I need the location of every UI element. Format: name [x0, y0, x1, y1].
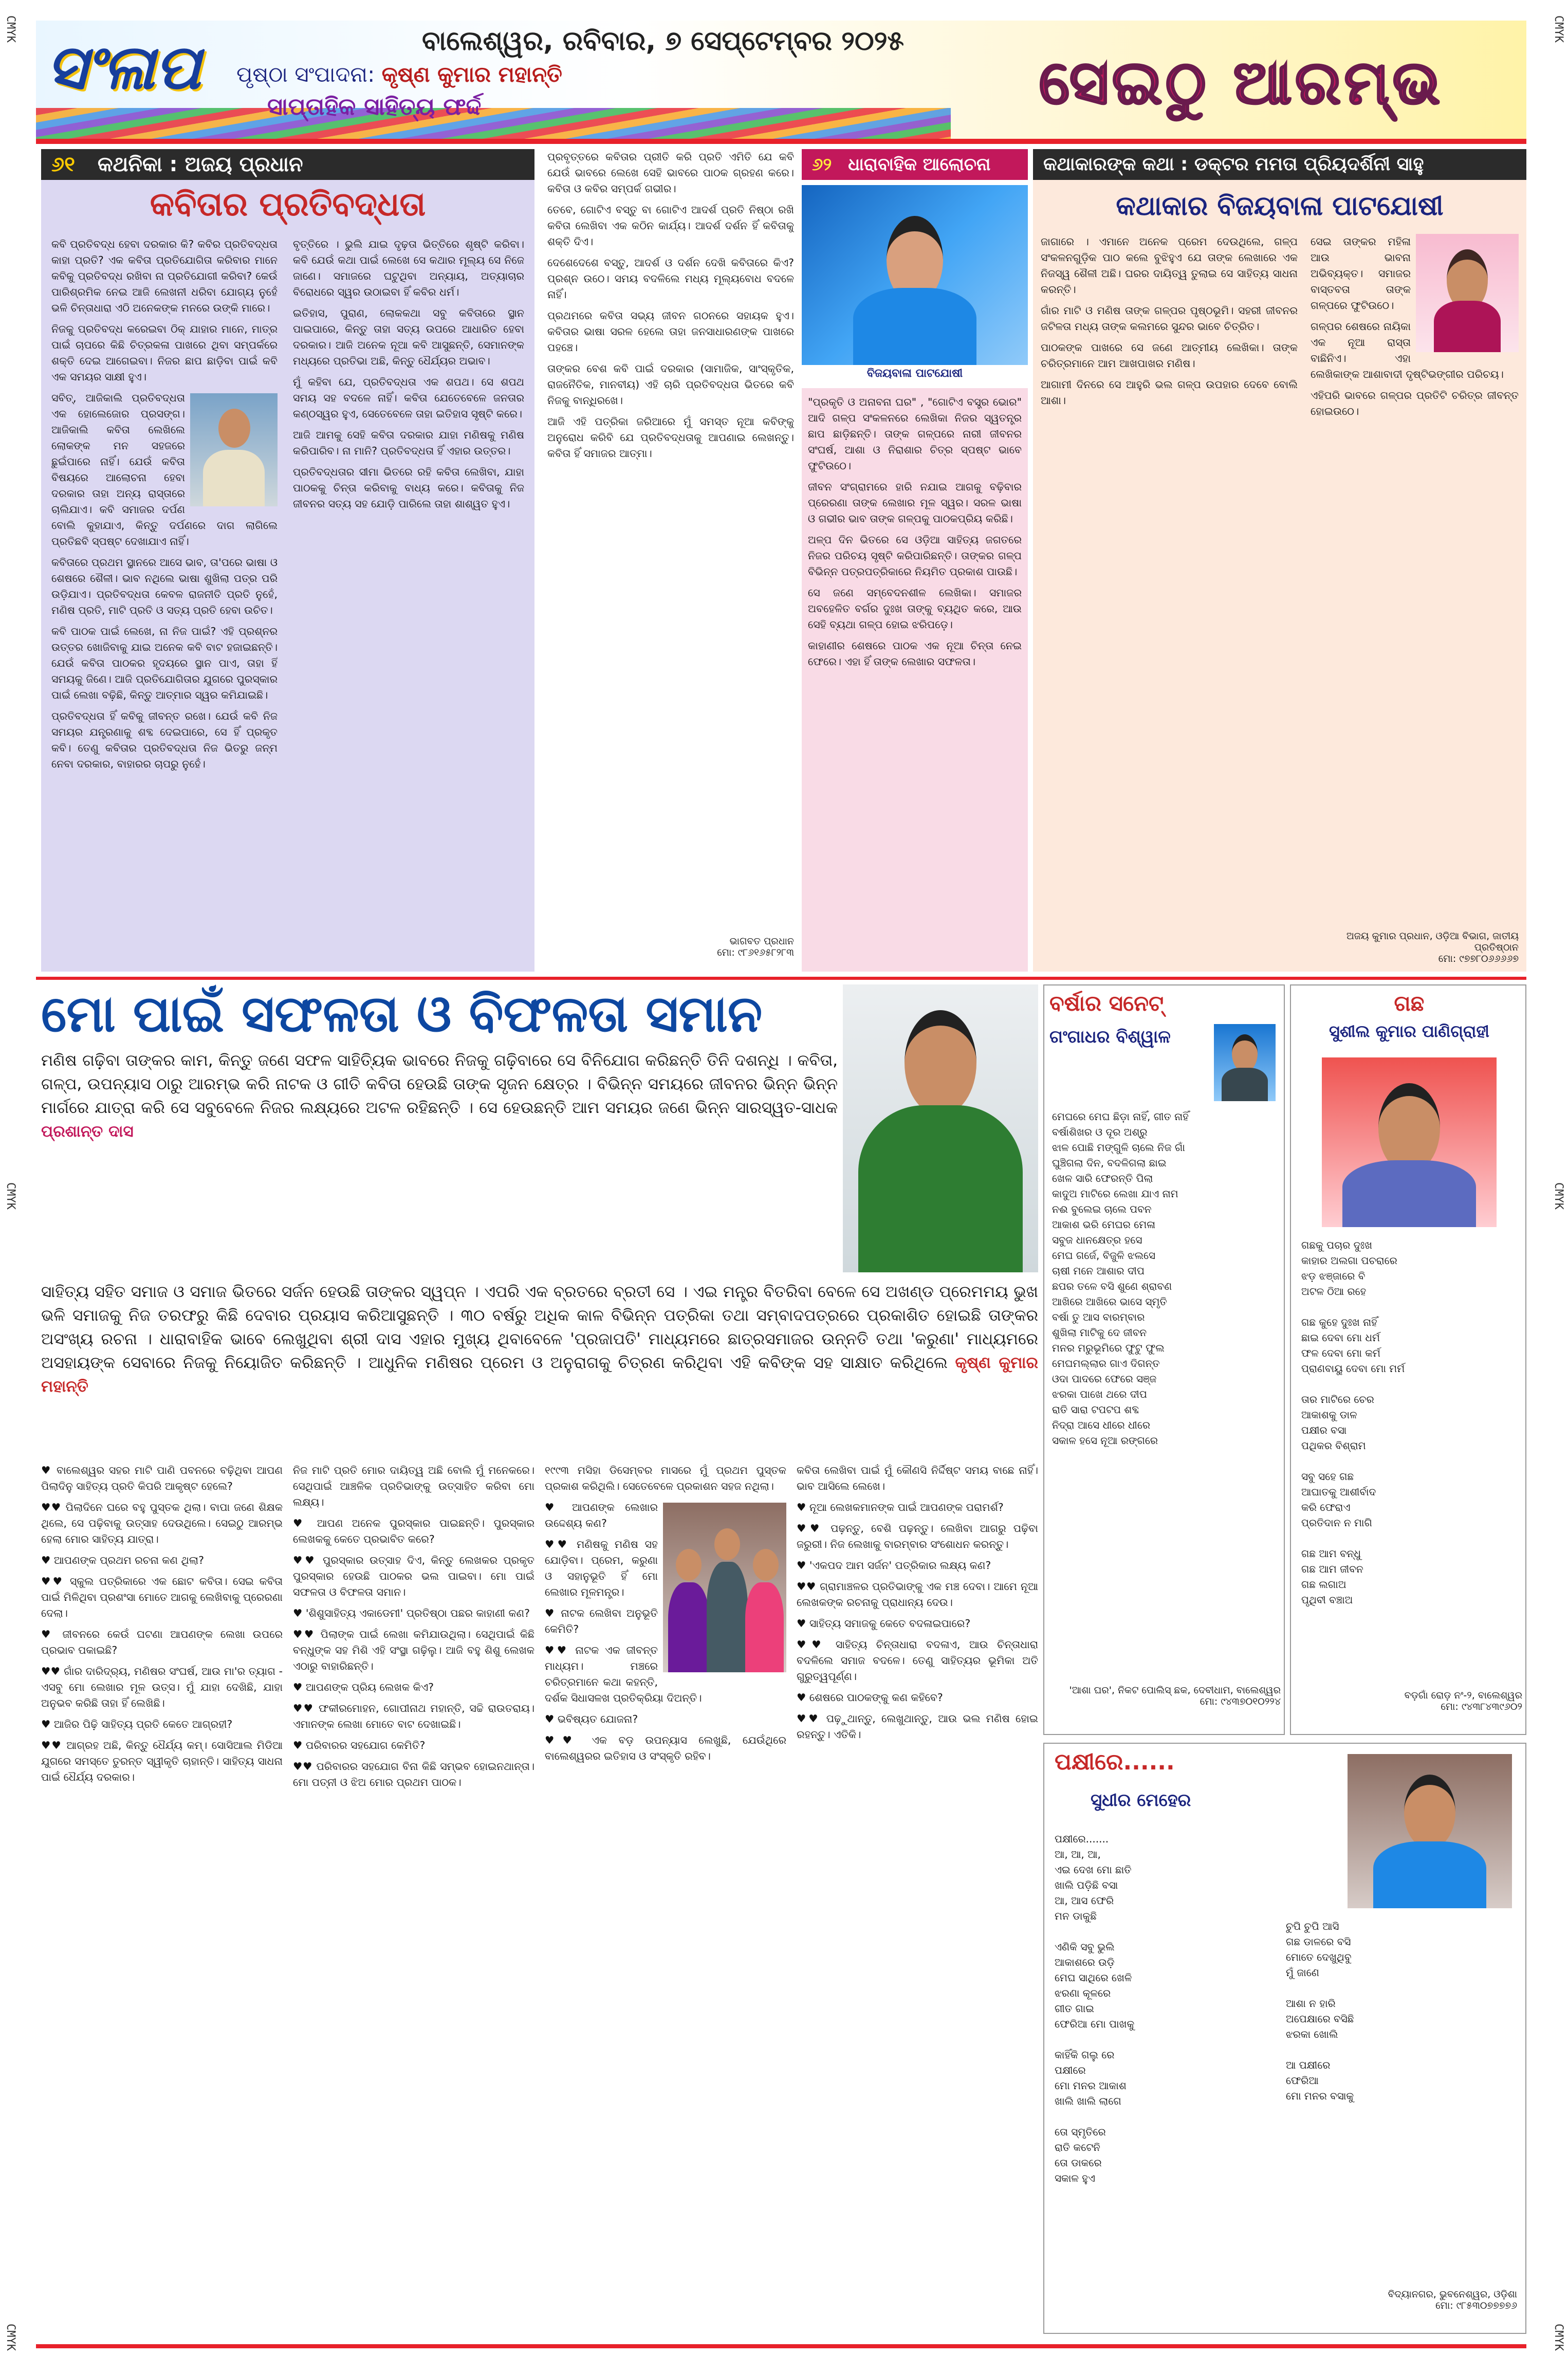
qa-item: ♥ ଆପଣ ଅନେକ ପୁରସ୍କାର ପାଇଛନ୍ତି। ପୁରସ୍କାର ଲେଖକକୁ କେତେ ପ୍ରଭାବିତ କରେ? — [293, 1517, 534, 1545]
dateline: ବାଲେଶ୍ୱର, ରବିବାର, ୭ ସେପ୍ଟେମ୍ବର ୨୦୨୫ — [422, 26, 904, 57]
story-paragraph: କବିତାରେ ପ୍ରଥମ ସ୍ଥାନରେ ଆସେ ଭାବ, ତା'ପରେ ଭାଷା ଓ ଶେଷରେ ଶୈଳୀ। ଭାବ ନଥିଲେ ଭାଷା ଶୁଖିଲା ପତ୍ର ପରି ଉଡ଼ିଯାଏ। ପ୍ରତିବଦ୍ଧତା କେବଳ ରାଜନୀତି ପ୍ରତି ନୁହେଁ, ମଣିଷ ପ୍ରତି, ମାଟି ପ୍ରତି ଓ ସତ୍ୟ ପ୍ରତି ହେବା ଉଚିତ। — [51, 556, 278, 616]
author-paragraph: ସେଇ ତାଙ୍କର ମହିଳା ଆଉ ଭାବନା ଅଭିବ୍ୟକ୍ତ। ସମାଜର ବାସ୍ତବତା ତାଙ୍କ ଗଳ୍ପରେ ଫୁଟିଉଠେ। — [1311, 235, 1411, 312]
qa-item: ♥ 'ଏକପଦ ଆମ ସର୍ଜନ' ପତ୍ରିକାର ଲକ୍ଷ୍ୟ କଣ? — [797, 1559, 991, 1572]
interviewee-photo — [843, 984, 1038, 1272]
story-column-3 — [547, 149, 794, 930]
author-paragraph: ପାଠକଙ୍କ ପାଖରେ ସେ ଜଣେ ଆତ୍ମୀୟ ଲେଖିକା। ତାଙ୍କ ଚରିତ୍ରମାନେ ଆମ ଆଖପାଖର ମଣିଷ। — [1041, 341, 1298, 370]
registration-mark: CMYK — [1552, 15, 1565, 43]
story-paragraph: ନିଜକୁ ପ୍ରତିବଦ୍ଧ କରେଇବା ଠିକ୍ ଯାହାର ମାନେ, ମାତ୍ର ପାଇଁ ଚାପରେ କିଛି ଚିତ୍ରକଳା ପାଖରେ ଥିବା ସମ୍ପର୍କରେ ଶକ୍ତି ଦେଇ ଆଗେଇବା। ନିଜର ଛାପ ଛାଡ଼ିବା ପାଇଁ କବି ଏକ ସମୟର ସାକ୍ଷୀ ହୁଏ। — [51, 323, 278, 383]
story-paragraph: ତାଙ୍କର ବେଶ କବି ପାଇଁ ଦରକାର (ସାମାଜିକ, ସାଂସ୍କୃତିକ, ରାଜନୈତିକ, ମାନବୀୟ) ଏହି ଚାରି ପ୍ରତିବଦ୍ଧତା ଭିତରେ କବି ନିଜକୁ ବାନ୍ଧିରଖେ। — [547, 362, 794, 407]
feature-headline: ମୋ ପାଇଁ ସଫଳତା ଓ ବିଫଳତା ସମାନ — [41, 984, 763, 1044]
qa-item: ♥♥ ପିଲାଦିନେ ଘରେ ବହୁ ପୁସ୍ତକ ଥିଲା। ବାପା ଜଣେ ଶିକ୍ଷକ ଥିଲେ, ସେ ପଢ଼ିବାକୁ ଉତ୍ସାହ ଦେଉଥିଲେ। ସେଇଠୁ ଆରମ୍ଭ ହେଲା ମୋର ସାହିତ୍ୟ ଯାତ୍ରା। — [41, 1501, 283, 1545]
story-paragraph: ପ୍ରତିବଦ୍ଧତାର ସୀମା ଭିତରେ ରହି କବିତା ଲେଖିବା, ଯାହା ପାଠକକୁ ଚିନ୍ତା କରିବାକୁ ବାଧ୍ୟ କରେ। କବିତାକୁ ନିଜ ଜୀବନର ସତ୍ୟ ସହ ଯୋଡ଼ି ପାରିଲେ ତାହା ଶାଶ୍ୱତ ହୁଏ। — [293, 466, 524, 510]
story-title: କବିତାର ପ୍ରତିବଦ୍ଧତା — [150, 185, 426, 224]
qa-item: ♥♥ ପୁରସ୍କାର ଉତ୍ସାହ ଦିଏ, କିନ୍ତୁ ଲେଖକର ପ୍ରକୃତ ପୁରସ୍କାର ହେଉଛି ପାଠକର ଭଲ ପାଇବା। ମୋ ପାଇଁ ସଫଳତା ଓ ବିଫଳତା ସମାନ। — [293, 1554, 534, 1598]
serial-paragraph: "ପ୍ରକୃତି ଓ ଅନାବନା ଘର" , "ଗୋଟିଏ ବସ୍ତ୍ର ଭୋର" ଆଦି ଗଳ୍ପ ସଂକଳନରେ ଲେଖିକା ନିଜର ସ୍ୱତନ୍ତ୍ର ଛାପ ଛାଡ଼ିଛନ୍ତି। ତାଙ୍କ ଗଳ୍ପରେ ନାରୀ ଜୀବନର ସଂଘର୍ଷ, ଆଶା ଓ ନିରାଶାର ଚିତ୍ର ସ୍ପଷ୍ଟ ଭାବେ ଫୁଟିଉଠେ। — [808, 396, 1022, 472]
qa-item: ♥ ଶେଷରେ ପାଠକଙ୍କୁ କଣ କହିବେ? — [797, 1691, 943, 1704]
qa-item: ♥ ଭବିଷ୍ୟତ ଯୋଜନା? — [545, 1713, 638, 1725]
author-photo — [190, 393, 278, 506]
bottom-rule — [36, 2344, 1526, 2348]
qa-item: ♥♥ ଆଗ୍ରହ ଅଛି, କିନ୍ତୁ ଧୈର୍ଯ୍ୟ କମ୍। ସୋସିଆଲ ମିଡିଆ ଯୁଗରେ ସମସ୍ତେ ତୁରନ୍ତ ସ୍ୱୀକୃତି ଚାହାନ୍ତି। ସାହିତ୍ୟ ସାଧନା ପାଇଁ ଧୈର୍ଯ୍ୟ ଦରକାର। — [41, 1739, 283, 1783]
newspaper-logo: ସଂଳାପ — [46, 31, 201, 103]
serial-paragraph: ସେ ଜଣେ ସମ୍ବେଦନଶୀଳ ଲେଖିକା। ସମାଜର ଅବହେଳିତ ବର୍ଗର ଦୁଃଖ ତାଙ୍କୁ ବ୍ୟଥିତ କରେ, ଆଉ ସେହି ବ୍ୟଥା ଗଳ୍ପ ହୋଇ ଝରିପଡ଼େ। — [808, 587, 1022, 631]
qa-item: ♥ ସାହିତ୍ୟ ସମାଜକୁ କେତେ ବଦଳାଇପାରେ? — [797, 1617, 971, 1630]
story-column-1 — [51, 236, 278, 966]
qa-item: ♥♥ ପଢ଼ନ୍ତୁ, ବେଶି ପଢ଼ନ୍ତୁ। ଲେଖିବା ଆଗରୁ ପଢ଼ିବା ଜରୁରୀ। ନିଜ ଲେଖାକୁ ବାରମ୍ବାର ସଂଶୋଧନ କରନ୍ତୁ। — [797, 1522, 1038, 1550]
qa-item: ♥♥ ପଢ଼ୁଥାନ୍ତୁ, ଲେଖୁଥାନ୍ତୁ, ଆଉ ଭଲ ମଣିଷ ହୋଇ ରହନ୍ତୁ। ଏତିକି। — [797, 1712, 1038, 1741]
qa-item: ♥ ବାଲେଶ୍ୱର ସହର ମାଟି ପାଣି ପବନରେ ବଢ଼ିଥିବା ଆପଣ ପିଲାଦିନୁ ସାହିତ୍ୟ ପ୍ରତି କିପରି ଆକୃଷ୍ଟ ହେଲେ? — [41, 1464, 283, 1492]
story-section — [41, 149, 802, 972]
author-paragraph: ଗାଁର ମାଟି ଓ ମଣିଷ ତାଙ୍କ ଗଳ୍ପର ପୃଷ୍ଠଭୂମି। ସହରୀ ଜୀବନର ଜଟିଳତା ମଧ୍ୟ ତାଙ୍କ କଲମରେ ସୁନ୍ଦର ଭାବେ ଚିତ୍ରିତ। — [1041, 304, 1298, 333]
sonnet-label: ବର୍ଷାର ସନେଟ୍ — [1044, 985, 1173, 1021]
tree-poem-poet: ସୁଶୀଲ କୁମାର ପାଣିଗ୍ରାହୀ — [1329, 1021, 1489, 1041]
qa-item: ♥ ଆପଣଙ୍କ ଲେଖାର ଉଦ୍ଦେଶ୍ୟ କଣ? — [545, 1501, 658, 1529]
qa-item: ♥♥ ଫକୀରମୋହନ, ଗୋପୀନାଥ ମହାନ୍ତି, ସଚ୍ଚି ରାଉତରାୟ। ଏମାନଙ୍କ ଲେଖା ମୋତେ ବାଟ ଦେଖାଇଛି। — [293, 1702, 534, 1730]
story-paragraph: ଆଜି ଆମକୁ ସେହି କବିତା ଦରକାର ଯାହା ମଣିଷକୁ ମଣିଷ କରିପାରିବ। ନା ମାନି? ପ୍ରତିବଦ୍ଧତା ହିଁ ଏହାର ଉତ୍ତର। — [293, 429, 524, 457]
qa-item: ♥♥ ପରିବାରର ସହଯୋଗ ବିନା କିଛି ସମ୍ଭବ ହୋଇନଥାନ୍ତା। ମୋ ପତ୍ନୀ ଓ ଝିଅ ମୋର ପ୍ରଥମ ପାଠକ। — [293, 1760, 534, 1788]
signature-name: ବଡ଼ଗାଁ ରୋଡ଼ ନଂ-୨, ବାଲେଶ୍ୱର — [1404, 1690, 1522, 1701]
feature-section — [41, 984, 1038, 2331]
serial-paragraph: କାହାଣୀର ଶେଷରେ ପାଠକ ଏକ ନୂଆ ଚିନ୍ତା ନେଇ ଫେରେ। ଏହା ହିଁ ତାଙ୍କ ଲେଖାର ସଫଳତା। — [808, 640, 1022, 668]
story-paragraph: କବି ପ୍ରତିବଦ୍ଧ ହେବା ଦରକାର କି? କବିର ପ୍ରତିବଦ୍ଧତା କାହା ପ୍ରତି? ଏକ କବିତା ପ୍ରତିଯୋଗିତା କରିବାର ମାନେ କବିକୁ ପ୍ରତିବଦ୍ଧ ରଖିବା ନା ପ୍ରତିଯୋଗୀ କରିବା? କେଉଁ ପାରିଶ୍ରମିକ ନେଇ ଆଜି ଲେଖନୀ ଧରିବା ଯୋଗ୍ୟ ନୁହେଁ ଭଳି ଚିନ୍ତାଧାରା ଏଠି ଅନେକଙ୍କ ମନରେ ଉଙ୍କି ମାରେ। — [51, 238, 278, 314]
interviewer-name: କୃଷ୍ଣ କୁମାର ମହାନ୍ତି — [41, 1354, 1038, 1396]
signature-name: ବିଦ୍ୟାନଗର, ଭୁବନେଶ୍ୱର, ଓଡ଼ିଶା — [1388, 2289, 1517, 2300]
page-title: ସେଇଠୁ ଆରମ୍ଭ — [1039, 46, 1444, 118]
serial-body — [802, 388, 1028, 972]
signature-contact: ମୋ: ୯୮୬୧୬୫୮୨୮୩ — [717, 947, 794, 958]
sonnet-signature — [1049, 1685, 1281, 1731]
tree-poem-signature — [1296, 1690, 1522, 1731]
bird-poem-text-right: ଚୁପି ଚୁପି ଆସି ଗଛ ଡାଳରେ ବସି ମୋତେ ଦେଖୁଥିବୁ ମୁଁ ଜାଣେ ଆଶା ନ ହାରି ଅପେକ୍ଷାରେ ବସିଛି ଝରକା ଖୋଲି ଆ ପକ୍ଷୀରେ ଫେରିଆ ମୋ ମନର ବସାକୁ — [1286, 1920, 1354, 2102]
qa-item: ♥ ଆପଣଙ୍କ ପ୍ରିୟ ଲେଖକ କିଏ? — [293, 1681, 434, 1693]
story-signature — [547, 936, 794, 966]
supplement-subtitle: ସାପ୍ତାହିକ ସାହିତ୍ୟ ଫର୍ଦ୍ଦ — [267, 93, 482, 120]
author-paragraph: ଜାଗାରେ । ଏମାନେ ଅନେକ ପ୍ରେମ ଦେଉଥିଲେ, ଗଳ୍ପ ସଂକଳନଗୁଡ଼ିକ ପାଠ କଲେ ବୁଝିହୁଏ ଯେ ତାଙ୍କ ଲେଖାରେ ଏକ ନିଜସ୍ୱ ଶୈଳୀ ଅଛି। ଘରର ଦାୟିତ୍ୱ ତୁଲାଇ ସେ ସାହିତ୍ୟ ସାଧନା କରନ୍ତି। — [1041, 235, 1298, 296]
author-column-title: କଥାକାର ବିଜୟବାଳା ପାଟଯୋଷୀ — [1116, 190, 1444, 222]
registration-mark: CMYK — [4, 2324, 17, 2351]
qa-item: ♥♥ ଗ୍ରାମାଞ୍ଚଳର ପ୍ରତିଭାଙ୍କୁ ଏକ ମଞ୍ଚ ଦେବା। ଆମେ ନୂଆ ଲେଖକଙ୍କ ରଚନାକୁ ପ୍ରାଧାନ୍ୟ ଦେଉ। — [797, 1580, 1038, 1609]
bird-poem-poet-photo — [1348, 1754, 1512, 1908]
writer-photo-caption: ବିଜୟବାଳା ପାଟଯୋଷୀ — [866, 367, 963, 380]
qa-item: ♥ ନାଟକ ଲେଖିବା ଅନୁଭୂତି କେମିତି? — [545, 1607, 658, 1635]
qa-item: ♥♥ ନାଟକ ଏକ ଜୀବନ୍ତ ମାଧ୍ୟମ। ମଞ୍ଚରେ ଚରିତ୍ରମାନେ କଥା କହନ୍ତି, ଦର୍ଶକ ସିଧାସଳଖ ପ୍ରତିକ୍ରିୟା ଦିଅନ୍ତି। — [545, 1644, 702, 1704]
author-column-right — [1311, 234, 1519, 923]
qa-item: ♥ ନୂଆ ଲେଖକମାନଙ୍କ ପାଇଁ ଆପଣଙ୍କ ପରାମର୍ଶ? — [797, 1501, 1004, 1513]
registration-mark: CMYK — [1552, 2324, 1565, 2351]
story-column-2 — [293, 236, 524, 966]
signature-name: ଅଜୟ କୁମାର ପ୍ରଧାନ, ଓଡ଼ିଆ ବିଭାଗ, ଜାତୀୟ ପ୍ରତିଷ୍ଠାନ — [1346, 930, 1519, 953]
intro-text: ମଣିଷ ଗଢ଼ିବା ତାଙ୍କର କାମ, କିନ୍ତୁ ଜଣେ ସଫଳ ସାହିତ୍ୟିକ ଭାବରେ ନିଜକୁ ଗଢ଼ିବାରେ ସେ ବିନିଯୋଗ କରିଛନ୍ତି ତିନି ଦଶନ୍ଧି । କବିତା, ଗଳ୍ପ, ଉପନ୍ୟାସ ଠାରୁ ଆରମ୍ଭ କରି ନାଟକ ଓ ଗୀତି କବିତା ହେଉଛି ତାଙ୍କ ସୃଜନ କ୍ଷେତ୍ର । ବିଭିନ୍ନ ସମୟରେ ଜୀବନର ଭିନ୍ନ ଭିନ୍ନ ମାର୍ଗରେ ଯାତ୍ରା କରି ସେ ସବୁବେଳେ ନିଜର ଲକ୍ଷ୍ୟରେ ଅଟଳ ରହିଛନ୍ତି । ସେ ହେଉଛନ୍ତି ଆମ ସମୟର ଜଣେ ଭିନ୍ନ ସାରସ୍ୱତ-ସାଧକ — [41, 1051, 838, 1117]
tree-poem-text: ଗଛକୁ ପଚାର ଦୁଃଖ କାହାର ଅଲଗା ପଚରାରେ ଝଡ଼ ଝଞ୍ଜାରେ ବି ଅଟଳ ଠିଆ ରହେ ଗଛ କୁହେ ଦୁଃଖ ନାହିଁ ଛାଇ ଦେବା ମୋ ଧର୍ମ ଫଳ ଦେବା ମୋ କର୍ମ ପ୍ରାଣବାୟୁ ଦେବା ମୋ ମର୍ମ ତାର ମାଟିରେ ଚେର ଆକାଶକୁ ଡାଳ ପକ୍ଷୀର ବସା ପଥିକର ବିଶ୍ରାମ ସବୁ ସହେ ଗଛ ଆଘାତକୁ ଆଶୀର୍ବାଦ କରି ଫେରାଏ ପ୍ରତିଦାନ ନ ମାଗି ଗଛ ଆମ ବନ୍ଧୁ ଗଛ ଆମ ଜୀବନ ଗଛ ଲଗାଅ ପୃଥିବୀ ବଞ୍ଚାଅ — [1301, 1239, 1405, 1606]
signature-contact: ମୋ: ୯୪୩୭୦୧୦୨୨୪ — [1200, 1696, 1281, 1707]
qa-item: ୧୯୯୩ ମସିହା ଡିସେମ୍ବର ମାସରେ ମୁଁ ପ୍ରଥମ ପୁସ୍ତକ ପ୍ରକାଶ କରିଥିଲି। ସେତେବେଳେ ପ୍ରକାଶନ ସହଜ ନଥିଲା। — [545, 1464, 786, 1492]
story-paragraph: ବୃତ୍ତିରେ । ଭୁଲି ଯାଇ ଦୃଢ଼ତା ଭିତ୍ତିରେ ଶୃଷ୍ଟି କରିବା। କବି ଯେଉଁ କଥା ପାଇଁ ଲେଖେ ସେ କଥାର ମୂଲ୍ୟ ସେ ନିଜେ ଜାଣେ। ସମାଜରେ ଘଟୁଥିବା ଅନ୍ୟାୟ, ଅତ୍ୟାଚାର ବିରୋଧରେ ସ୍ୱର ଉଠାଇବା ହିଁ କବିର ଧର୍ମ। — [293, 238, 524, 298]
serial-number: ୬୨ — [812, 154, 832, 175]
signature-name: 'ଆଶା ଘର', ନିକଟ ପୋଲିସ୍ ଛକ, ଦେବୀଧାମ, ବାଲେଶ୍ୱର — [1069, 1685, 1281, 1696]
page-editor — [236, 62, 699, 93]
author-column-left — [1041, 234, 1298, 964]
registration-mark: CMYK — [1552, 1182, 1565, 1210]
signature-name: ଭାଗବତ ପ୍ରଧାନ — [729, 936, 794, 947]
signature-contact: ମୋ: ୯୪୩୮୪୩୯୬୦୨ — [1441, 1701, 1522, 1712]
intro-text: ସାହିତ୍ୟ ସହିତ ସମାଜ ଓ ସମାଜ ଭିତରେ ସର୍ଜନ ହେଉଛି ତାଙ୍କର ସ୍ୱପ୍ନ । ଏପରି ଏକ ବ୍ରତରେ ବ୍ରତୀ ସେ । ଏଇ ମନ୍ତ୍ର ବିତରିବା ବେଳେ ସେ ଅଖଣ୍ଡ ପ୍ରେମମୟ ଭୁଖ ଭଳି ସମାଜକୁ ନିଜ ତରଫରୁ କିଛି ଦେବାର ପ୍ରୟାସ କରିଆସୁଛନ୍ତି । ୩୦ ବର୍ଷରୁ ଅଧିକ କାଳ ବିଭିନ୍ନ ପତ୍ରିକା ତଥା ସମ୍ବାଦପତ୍ରରେ ପ୍ରକାଶିତ ହୋଇଛି ତାଙ୍କର ଅସଂଖ୍ୟ ରଚନା । ଧାରାବାହିକ ଭାବେ ଲେଖୁଥିବା ଶ୍ରୀ ଦାସ ଏହାର ମୁଖ୍ୟ ଥିବାବେଳେ 'ପ୍ରଜାପତି' ମାଧ୍ୟମରେ ଛାତ୍ରସମାଜର ଉନ୍ନତି ତଥା 'କରୁଣା' ମାଧ୍ୟମରେ ଅସହାୟଙ୍କ ସେବାରେ ନିଜକୁ ନିୟୋଜିତ କରିଛନ୍ତି । ଆଧୁନିକ ମଣିଷର ପ୍ରେମ ଓ ଅନୁରାଗକୁ ଚିତ୍ରଣ କରିଥିବା ଏହି କବିଙ୍କ ସହ ସାକ୍ଷାତ କରିଥିଲେ — [41, 1283, 1038, 1372]
bird-poem-section — [1043, 1743, 1526, 2334]
family-photo — [663, 1503, 786, 1672]
serial-paragraph: ଜୀବନ ସଂଗ୍ରାମରେ ହାରି ନଯାଇ ଆଗକୁ ବଢ଼ିବାର ପ୍ରେରଣା ତାଙ୍କ ଲେଖାର ମୂଳ ସ୍ୱର। ସରଳ ଭାଷା ଓ ଗଭୀର ଭାବ ତାଙ୍କ ଗଳ୍ପକୁ ପାଠକପ୍ରିୟ କରିଛି। — [808, 481, 1022, 525]
editor-name: କୃଷ୍ଣ କୁମାର ମହାନ୍ତି — [381, 62, 562, 87]
tree-poem-label: ଗଛ — [1394, 991, 1425, 1016]
bird-poem-label: ପକ୍ଷୀରେ...... — [1055, 1749, 1175, 1775]
qa-item: ♥ ଆପଣଙ୍କ ପ୍ରଥମ ରଚନା କଣ ଥିଲା? — [41, 1554, 204, 1566]
qa-item: କବିତା ଲେଖିବା ପାଇଁ ମୁଁ କୌଣସି ନିର୍ଦ୍ଦିଷ୍ଟ ସମୟ ବାଛେ ନାହିଁ। ଭାବ ଆସିଲେ ଲେଖେ। — [797, 1464, 1038, 1492]
author-column-section — [1033, 149, 1526, 972]
feature-intro — [41, 1049, 838, 1275]
feature-intro-2 — [41, 1280, 1038, 1455]
story-paragraph: ପ୍ରବୃତ୍ତରେ କବିତାର ପ୍ରୀତି କରି ପ୍ରତି ଏମିତି ଯେ କବି ଯେଉଁ ଭାବରେ ଲେଖେ ସେହି ଭାବରେ ପାଠକ ଗ୍ରହଣ କରେ। କବିତା ଓ କବିର ସମ୍ପର୍କ ଗଭୀର। — [547, 151, 794, 195]
story-paragraph: ଇତିହାସ, ପୁରାଣ, ଲୋକକଥା ସବୁ କବିତାରେ ସ୍ଥାନ ପାଇପାରେ, କିନ୍ତୁ ତାହା ସତ୍ୟ ଉପରେ ଆଧାରିତ ହେବା ଦରକାର। ଆଜି ଅନେକ ନୂଆ କବି ଆସୁଛନ୍ତି, ସେମାନଙ୍କ ମଧ୍ୟରେ ପ୍ରତିଭା ଅଛି, କିନ୍ତୁ ଧୈର୍ଯ୍ୟର ଅଭାବ। — [293, 307, 524, 367]
author-paragraph: ଏହିପରି ଭାବରେ ଗଳ୍ପର ପ୍ରତିଟି ଚରିତ୍ର ଜୀବନ୍ତ ହୋଇଉଠେ। — [1311, 389, 1519, 417]
story-byline: କଥନିକା : ଅଜୟ ପ୍ରଧାନ — [97, 153, 303, 176]
author-column-header: କଥାକାରଙ୍କ କଥା : ଡକ୍ଟର ମମତା ପ୍ରିୟଦର୍ଶିନୀ ସାହୁ — [1033, 149, 1526, 180]
section-divider — [36, 977, 1526, 980]
sonnet-poet: ଗଂଗାଧର ବିଶ୍ୱାଳ — [1049, 1027, 1171, 1047]
registration-mark: CMYK — [4, 15, 17, 43]
intro-name: ପ୍ରଶାନ୍ତ ଦାସ — [41, 1122, 134, 1141]
serial-section — [802, 149, 1028, 972]
serial-paragraph: ଅଳ୍ପ ଦିନ ଭିତରେ ସେ ଓଡ଼ିଆ ସାହିତ୍ୟ ଜଗତରେ ନିଜର ପରିଚୟ ସୃଷ୍ଟି କରିପାରିଛନ୍ତି। ତାଙ୍କର ଗଳ୍ପ ବିଭିନ୍ନ ପତ୍ରପତ୍ରିକାରେ ନିୟମିତ ପ୍ରକାଶ ପାଉଛି। — [808, 534, 1022, 578]
signature-contact: ମୋ: ୯୭୭୮୦୬୬୬୬୭ — [1438, 953, 1519, 964]
qa-item: ♥ 'ଶିଶୁସାହିତ୍ୟ ଏକାଡେମୀ' ପ୍ରତିଷ୍ଠା ପଛର କାହାଣୀ କଣ? — [293, 1607, 530, 1619]
story-paragraph: ଦେଶେଦେଶେ ବସ୍ତୁ, ଆଦର୍ଶ ଓ ଦର୍ଶନ ଦେଖି କବିତାରେ କିଏ? ପ୍ରଶ୍ନ ଉଠେ। ସମୟ ବଦଳିଲେ ମଧ୍ୟ ମୂଲ୍ୟବୋଧ ବଦଳେ ନାହିଁ। — [547, 257, 794, 301]
editor-label: ପୃଷ୍ଠା ସଂପାଦନା: — [236, 62, 375, 87]
story-number: ୬୧ — [51, 153, 75, 176]
story-header — [41, 149, 534, 180]
story-paragraph: ଆଜି ଏହି ପତ୍ରିକା ଜରିଆରେ ମୁଁ ସମସ୍ତ ନୂଆ କବିଙ୍କୁ ଅନୁରୋଧ କରିବି ଯେ ପ୍ରତିବଦ୍ଧତାକୁ ଆପଣାଇ ଲେଖନ୍ତୁ। କବିତା ହିଁ ସମାଜର ଆତ୍ମା। — [547, 415, 794, 460]
tree-poem-section — [1290, 984, 1526, 1735]
story-paragraph: ପ୍ରତିବଦ୍ଧତା ହିଁ କବିକୁ ଜୀବନ୍ତ ରଖେ। ଯେଉଁ କବି ନିଜ ସମୟର ଯନ୍ତ୍ରଣାକୁ ଶବ୍ଦ ଦେଇପାରେ, ସେ ହିଁ ପ୍ରକୃତ କବି। ତେଣୁ କବିତାର ପ୍ରତିବଦ୍ଧତା ନିଜ ଭିତରୁ ଜନ୍ମ ନେବା ଦରକାର, ବାହାରର ଚାପରୁ ନୁହେଁ। — [51, 710, 278, 770]
qa-column-3 — [545, 1463, 786, 2326]
qa-column-1 — [41, 1463, 283, 2326]
critic-photo — [1416, 234, 1519, 352]
writer-photo — [802, 185, 1028, 365]
author-column-signature — [1311, 930, 1519, 966]
qa-item: ♥ ଆଜିର ପିଢ଼ି ସାହିତ୍ୟ ପ୍ରତି କେତେ ଆଗ୍ରହୀ? — [41, 1718, 233, 1730]
registration-mark: CMYK — [4, 1182, 17, 1210]
qa-item: ♥ ଜୀବନରେ କେଉଁ ଘଟଣା ଆପଣଙ୍କ ଲେଖା ଉପରେ ପ୍ରଭାବ ପକାଇଛି? — [41, 1628, 283, 1656]
sonnet-section — [1043, 984, 1285, 1735]
qa-column-4 — [797, 1463, 1038, 2326]
bird-poem-text: ପକ୍ଷୀରେ....... ଆ, ଆ, ଆ, ଏଇ ଦେଖ ମୋ ଛାତି ଖାଲି ପଡ଼ିଛି ବସା ଆ, ଆସ ଫେରି ମନ ଡାକୁଛି ଏଣିକି ସବୁ ଭୁଲି ଆକାଶରେ ଉଡ଼ି ମେଘ ସାଥିରେ ଖେଳି ଝରଣା କୂଳରେ ଗୀତ ଗାଇ ଫେରିଆ ମୋ ପାଖକୁ କାହିଁକି ଗଲୁ ରେ ପକ୍ଷୀରେ ମୋ ମନର ଆକାଶ ଖାଲି ଖାଲି ଲାଗେ ତୋ ସ୍ମୃତିରେ ରାତି କଟେନି ତୋ ଡାକରେ ସକାଳ ହୁଏ — [1055, 1833, 1135, 2184]
sonnet-text: ମେଘରେ ମେଘ ଛିଡ଼ା ନାହିଁ, ଗୀତ ନାହିଁ ବର୍ଷାଶିଖର ଓ ଦୂର ଅଶ୍ରୁ ଝାଳ ପୋଛି ମଙ୍ଗୁଳି ଚାଲେ ନିଜ ଗାଁ ଘୁଞ୍ଚିଗଲା ଦିନ, ବଦଳିଗଲା ଛାଇ ଖେଳ ସାରି ଫେରନ୍ତି ପିଲା କାଦୁଅ ମାଟିରେ ଲେଖା ଯାଏ ନାମ ନଈ ବୁଲେଇ ଚାଲେ ପବନ ଆକାଶ ଭରି ମେଘର ମେଳା ସବୁଜ ଧାନକ୍ଷେତ୍ର ହସେ ମେଘ ଗର୍ଜେ, ବିଜୁଳି ଝଲସେ ଚାଷୀ ମନେ ଆଶାର ଦୀପ ଛପର ତଳେ ବସି ଶୁଣେ ଶ୍ରାବଣ ଆଖିରେ ଆଖିରେ ଭାସେ ସ୍ମୃତି ବର୍ଷା ତୁ ଆସ ବାରମ୍ବାର ଶୁଖିଲା ମାଟିକୁ ଦେ ଜୀବନ ମନର ମରୁଭୂମିରେ ଫୁଟୁ ଫୁଲ ମେଘମଲ୍ଲାର ଗାଏ ଦିଗନ୍ତ ଓଦା ପାଦରେ ଫେରେ ସଞ୍ଜ ଝରକା ପାଖେ ଥରେ ଦୀପ ରାତି ସାରା ଟପଟପ ଶବ୍ଦ ନିଦ୍ରା ଆସେ ଧୀରେ ଧୀରେ ସକାଳ ହସେ ନୂଆ ରଙ୍ଗରେ — [1052, 1110, 1189, 1447]
bird-poem-poet: ସୁଧୀର ମେହେର — [1091, 1790, 1191, 1811]
qa-item: ♥♥ ମଣିଷକୁ ମଣିଷ ସହ ଯୋଡ଼ିବା। ପ୍ରେମ, କରୁଣା ଓ ସହାନୁଭୂତି ହିଁ ମୋ ଲେଖାର ମୂଳମନ୍ତ୍ର। — [545, 1538, 658, 1598]
signature-contact: ମୋ: ୯୮୫୩୦୭୭୭୭୬ — [1435, 2300, 1517, 2311]
serial-header — [802, 149, 1028, 180]
serial-label: ଧାରାବାହିକ ଆଲୋଚନା — [848, 154, 991, 175]
story-paragraph: ମୁଁ କହିବା ଯେ, ପ୍ରତିବଦ୍ଧତା ଏକ ଶପଥ। ସେ ଶପଥ ସମୟ ସହ ବଦଳେ ନାହିଁ। କବିତା ଯେତେବେଳେ ଜନତାର କଣ୍ଠସ୍ୱର ହୁଏ, ସେତେବେଳେ ତାହା ଇତିହାସ ସୃଷ୍ଟି କରେ। — [293, 376, 524, 420]
qa-item: ♥♥ ସ୍କୁଲ ପତ୍ରିକାରେ ଏକ ଛୋଟ କବିତା। ସେଇ କବିତା ପାଇଁ ମିଳିଥିବା ପ୍ରଶଂସା ମୋତେ ଆଗକୁ ଲେଖିବାକୁ ପ୍ରେରଣା ଦେଲା। — [41, 1575, 283, 1619]
sonnet-poet-photo — [1214, 1024, 1276, 1101]
story-paragraph: କବି ପାଠକ ପାଇଁ ଲେଖେ, ନା ନିଜ ପାଇଁ? ଏହି ପ୍ରଶ୍ନର ଉତ୍ତର ଖୋଜିବାକୁ ଯାଇ ଅନେକ କବି ବାଟ ହଜାଇଛନ୍ତି। ଯେଉଁ କବିତା ପାଠକର ହୃଦୟରେ ସ୍ଥାନ ପାଏ, ତାହା ହିଁ ସମୟକୁ ଜିଣେ। ଆଜି ପ୍ରତିଯୋଗିତାର ଯୁଗରେ ପୁରସ୍କାର ପାଇଁ ଲେଖା ବଢ଼ିଛି, କିନ୍ତୁ ଆତ୍ମାର ସ୍ୱର କମିଯାଇଛି। — [51, 625, 278, 701]
qa-item: ♥♥ ପିଲାଙ୍କ ପାଇଁ ଲେଖା କମିଯାଉଥିଲା। ସେଥିପାଇଁ କିଛି ବନ୍ଧୁଙ୍କ ସହ ମିଶି ଏହି ସଂସ୍ଥା ଗଢ଼ିଲୁ। ଆଜି ବହୁ ଶିଶୁ ଲେଖକ ଏଠାରୁ ବାହାରିଛନ୍ତି। — [293, 1628, 534, 1672]
qa-item: ନିଜ ମାଟି ପ୍ରତି ମୋର ଦାୟିତ୍ୱ ଅଛି ବୋଲି ମୁଁ ମନେକରେ। ସେଥିପାଇଁ ଆଞ୍ଚଳିକ ପ୍ରତିଭାଙ୍କୁ ଉତ୍ସାହିତ କରିବା ମୋ ଲକ୍ଷ୍ୟ। — [293, 1464, 534, 1508]
qa-item: ♥♥ ସାହିତ୍ୟ ଚିନ୍ତାଧାରା ବଦଳାଏ, ଆଉ ଚିନ୍ତାଧାରା ବଦଳିଲେ ସମାଜ ବଦଳେ। ତେଣୁ ସାହିତ୍ୟର ଭୂମିକା ଅତି ଗୁରୁତ୍ୱପୂର୍ଣ୍ଣ। — [797, 1638, 1038, 1683]
tree-poem-poet-photo — [1322, 1057, 1497, 1227]
story-paragraph: ତେବେ, ଗୋଟିଏ ବସ୍ତୁ ବା ଗୋଟିଏ ଆଦର୍ଶ ପ୍ରତି ନିଷ୍ଠା ରଖି କବିତା ଲେଖିବା ଏକ କଠିନ କାର୍ଯ୍ୟ। ଆଦର୍ଶ ଦର୍ଶନ ହିଁ କବିତାକୁ ଶକ୍ତି ଦିଏ। — [547, 204, 794, 248]
qa-item: ♥♥ ଏକ ବଡ଼ ଉପନ୍ୟାସ ଲେଖୁଛି, ଯେଉଁଥିରେ ବାଲେଶ୍ୱରର ଇତିହାସ ଓ ସଂସ୍କୃତି ରହିବ। — [545, 1734, 786, 1762]
qa-item: ♥♥ ଗାଁର ଦାରିଦ୍ର୍ୟ, ମଣିଷର ସଂଘର୍ଷ, ଆଉ ମା'ର ତ୍ୟାଗ - ଏସବୁ ମୋ ଲେଖାର ମୂଳ ଉତ୍ସ। ମୁଁ ଯାହା ଦେଖିଛି, ଯାହା ଅନୁଭବ କରିଛି ତାହା ହିଁ ଲେଖିଛି। — [41, 1665, 283, 1709]
author-paragraph: ଆଗାମୀ ଦିନରେ ସେ ଆହୁରି ଭଲ ଗଳ୍ପ ଉପହାର ଦେବେ ବୋଲି ଆଶା। — [1041, 378, 1298, 407]
author-paragraph: ଗଳ୍ପର ଶେଷରେ ନାୟିକା ଏକ ନୂଆ ରାସ୍ତା ବାଛିନିଏ। ଏହା ଲେଖିକାଙ୍କ ଆଶାବାଦୀ ଦୃଷ୍ଟିଭଙ୍ଗୀର ପରିଚୟ। — [1311, 320, 1504, 380]
story-paragraph: ସବିତ୍, ଆଜିକାଲି ପ୍ରତିବଦ୍ଧତା ଏକ ହୋଲେଜୋର ପ୍ରସଙ୍ଗ। ଆଜିକାଲି କବିତା ଲେଖିଲେ ଲୋକଙ୍କ ମନ ସହଜରେ ଛୁଇଁପାରେ ନାହିଁ। ଯେଉଁ କବିତା ବିଷୟରେ ଆଲୋଚନା ହେବା ଦରକାର ତାହା ଅନ୍ୟ ରାସ୍ତାରେ ଚାଲିଯାଏ। କବି ସମାଜର ଦର୍ପଣ ବୋଲି କୁହାଯାଏ, କିନ୍ତୁ ଦର୍ପଣରେ ଦାଗ ଲାଗିଲେ ପ୍ରତିଛବି ସ୍ପଷ୍ଟ ଦେଖାଯାଏ ନାହିଁ। — [51, 392, 278, 547]
bird-poem-signature — [1286, 2289, 1517, 2330]
qa-column-2 — [293, 1463, 534, 2326]
qa-item: ♥ ପରିବାରର ସହଯୋଗ କେମିତି? — [293, 1739, 426, 1751]
story-paragraph: ପ୍ରଥମରେ କବିତା ସଭ୍ୟ ଜୀବନ ଗଠନରେ ସହାୟକ ହୁଏ। କବିତାର ଭାଷା ସରଳ ହେଲେ ତାହା ଜନସାଧାରଣଙ୍କ ପାଖରେ ପହଞ୍ଚେ। — [547, 309, 794, 354]
